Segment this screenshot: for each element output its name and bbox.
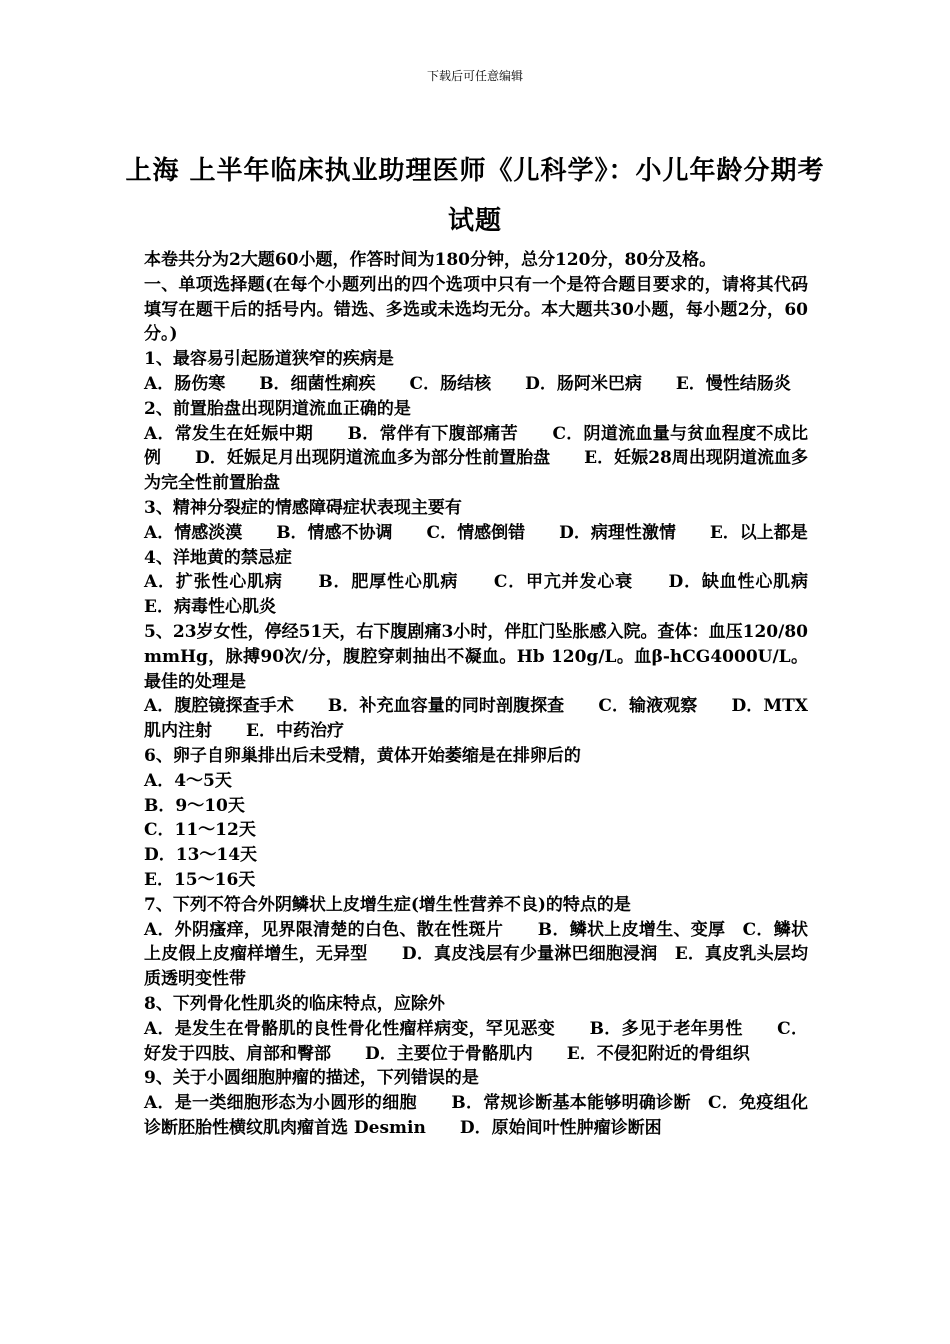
question-option: A．4～5天 [144, 770, 232, 791]
question-stem: 8、下列骨化性肌炎的临床特点，应除外 [144, 993, 445, 1014]
intro-text: 本卷共分为2大题60小题，作答时间为180分钟，总分120分，80分及格。 [144, 250, 717, 270]
question-options: A．腹腔镜探查手术 B．补充血容量的同时剖腹探查 C．输液观察 D．MTX肌内注射 E．中药治疗 [144, 696, 808, 742]
document-body [144, 248, 842, 1141]
header-note: 下载后可任意编辑 [426, 69, 523, 83]
question-stem: 5、23岁女性，停经51天，右下腹剧痛3小时，伴肛门坠胀感入院。查体：血压120/80mmHg，脉搏90次/分，腹腔穿刺抽出不凝血。Hb 120g/L。血β-hCG4000U/L。最佳的处理是 [144, 621, 808, 692]
document-title: 上海 上半年临床执业助理医师《儿科学》：小儿年龄分期考试题 [125, 156, 825, 236]
question-options: A．扩张性心肌病 B．肥厚性心肌病 C．甲亢并发心衰 D．缺血性心肌病 E．病毒性心肌炎 [144, 572, 842, 618]
question-options: A．外阴瘙痒，见界限清楚的白色、散在性斑片 B．鳞状上皮增生、变厚 C．鳞状上皮假上皮瘤样增生，无异型 D．真皮浅层有少量淋巴细胞浸润 E．真皮乳头层均质透明变性带 [144, 919, 808, 990]
question-stem: 2、前置胎盘出现阴道流血正确的是 [144, 398, 411, 419]
question-option: D．13～14天 [144, 845, 258, 866]
question-stem: 6、卵子自卵巢排出后未受精，黄体开始萎缩是在排卵后的 [144, 745, 581, 766]
question-stem: 9、关于小圆细胞肿瘤的描述，下列错误的是 [144, 1068, 479, 1089]
section-heading: 一、单项选择题(在每个小题列出的四个选项中只有一个是符合题目要求的，请将其代码填写在题干后的括号内。错选、多选或未选均无分。本大题共30小题，每小题2分，60分。) [144, 274, 808, 345]
question-options: A．是发生在骨骼肌的良性骨化性瘤样病变，罕见恶变 B．多见于老年男性 C．好发于四肢、肩部和臀部 D．主要位于骨骼肌内 E．不侵犯附近的骨组织 [144, 1018, 808, 1064]
question-options: A．情感淡漠 B．情感不协调 C．情感倒错 D．病理性激情 E．以上都是 [144, 522, 808, 543]
question-option: C．11～12天 [144, 820, 256, 841]
question-options: A．常发生在妊娠中期 B．常伴有下腹部痛苦 C．阴道流血量与贫血程度不成比例 D．妊娠足月出现阴道流血多为部分性前置胎盘 E．妊娠28周出现阴道流血多为完全性前置胎盘 [144, 423, 808, 494]
question-stem: 1、最容易引起肠道狭窄的疾病是 [144, 349, 394, 370]
question-stem: 3、精神分裂症的情感障碍症状表现主要有 [144, 497, 462, 518]
question-option: B．9～10天 [144, 795, 245, 816]
question-option: E．15～16天 [144, 869, 256, 890]
question-stem: 7、下列不符合外阴鳞状上皮增生症(增生性营养不良)的特点的是 [144, 894, 631, 915]
question-stem: 4、洋地黄的禁忌症 [144, 547, 292, 568]
question-options: A．肠伤寒 B．细菌性痢疾 C．肠结核 D．肠阿米巴病 E．慢性结肠炎 [144, 373, 791, 394]
question-options: A．是一类细胞形态为小圆形的细胞 B．常规诊断基本能够明确诊断 C．免疫组化诊断胚胎性横纹肌肉瘤首选 Desmin D．原始间叶性肿瘤诊断困 [144, 1093, 808, 1138]
